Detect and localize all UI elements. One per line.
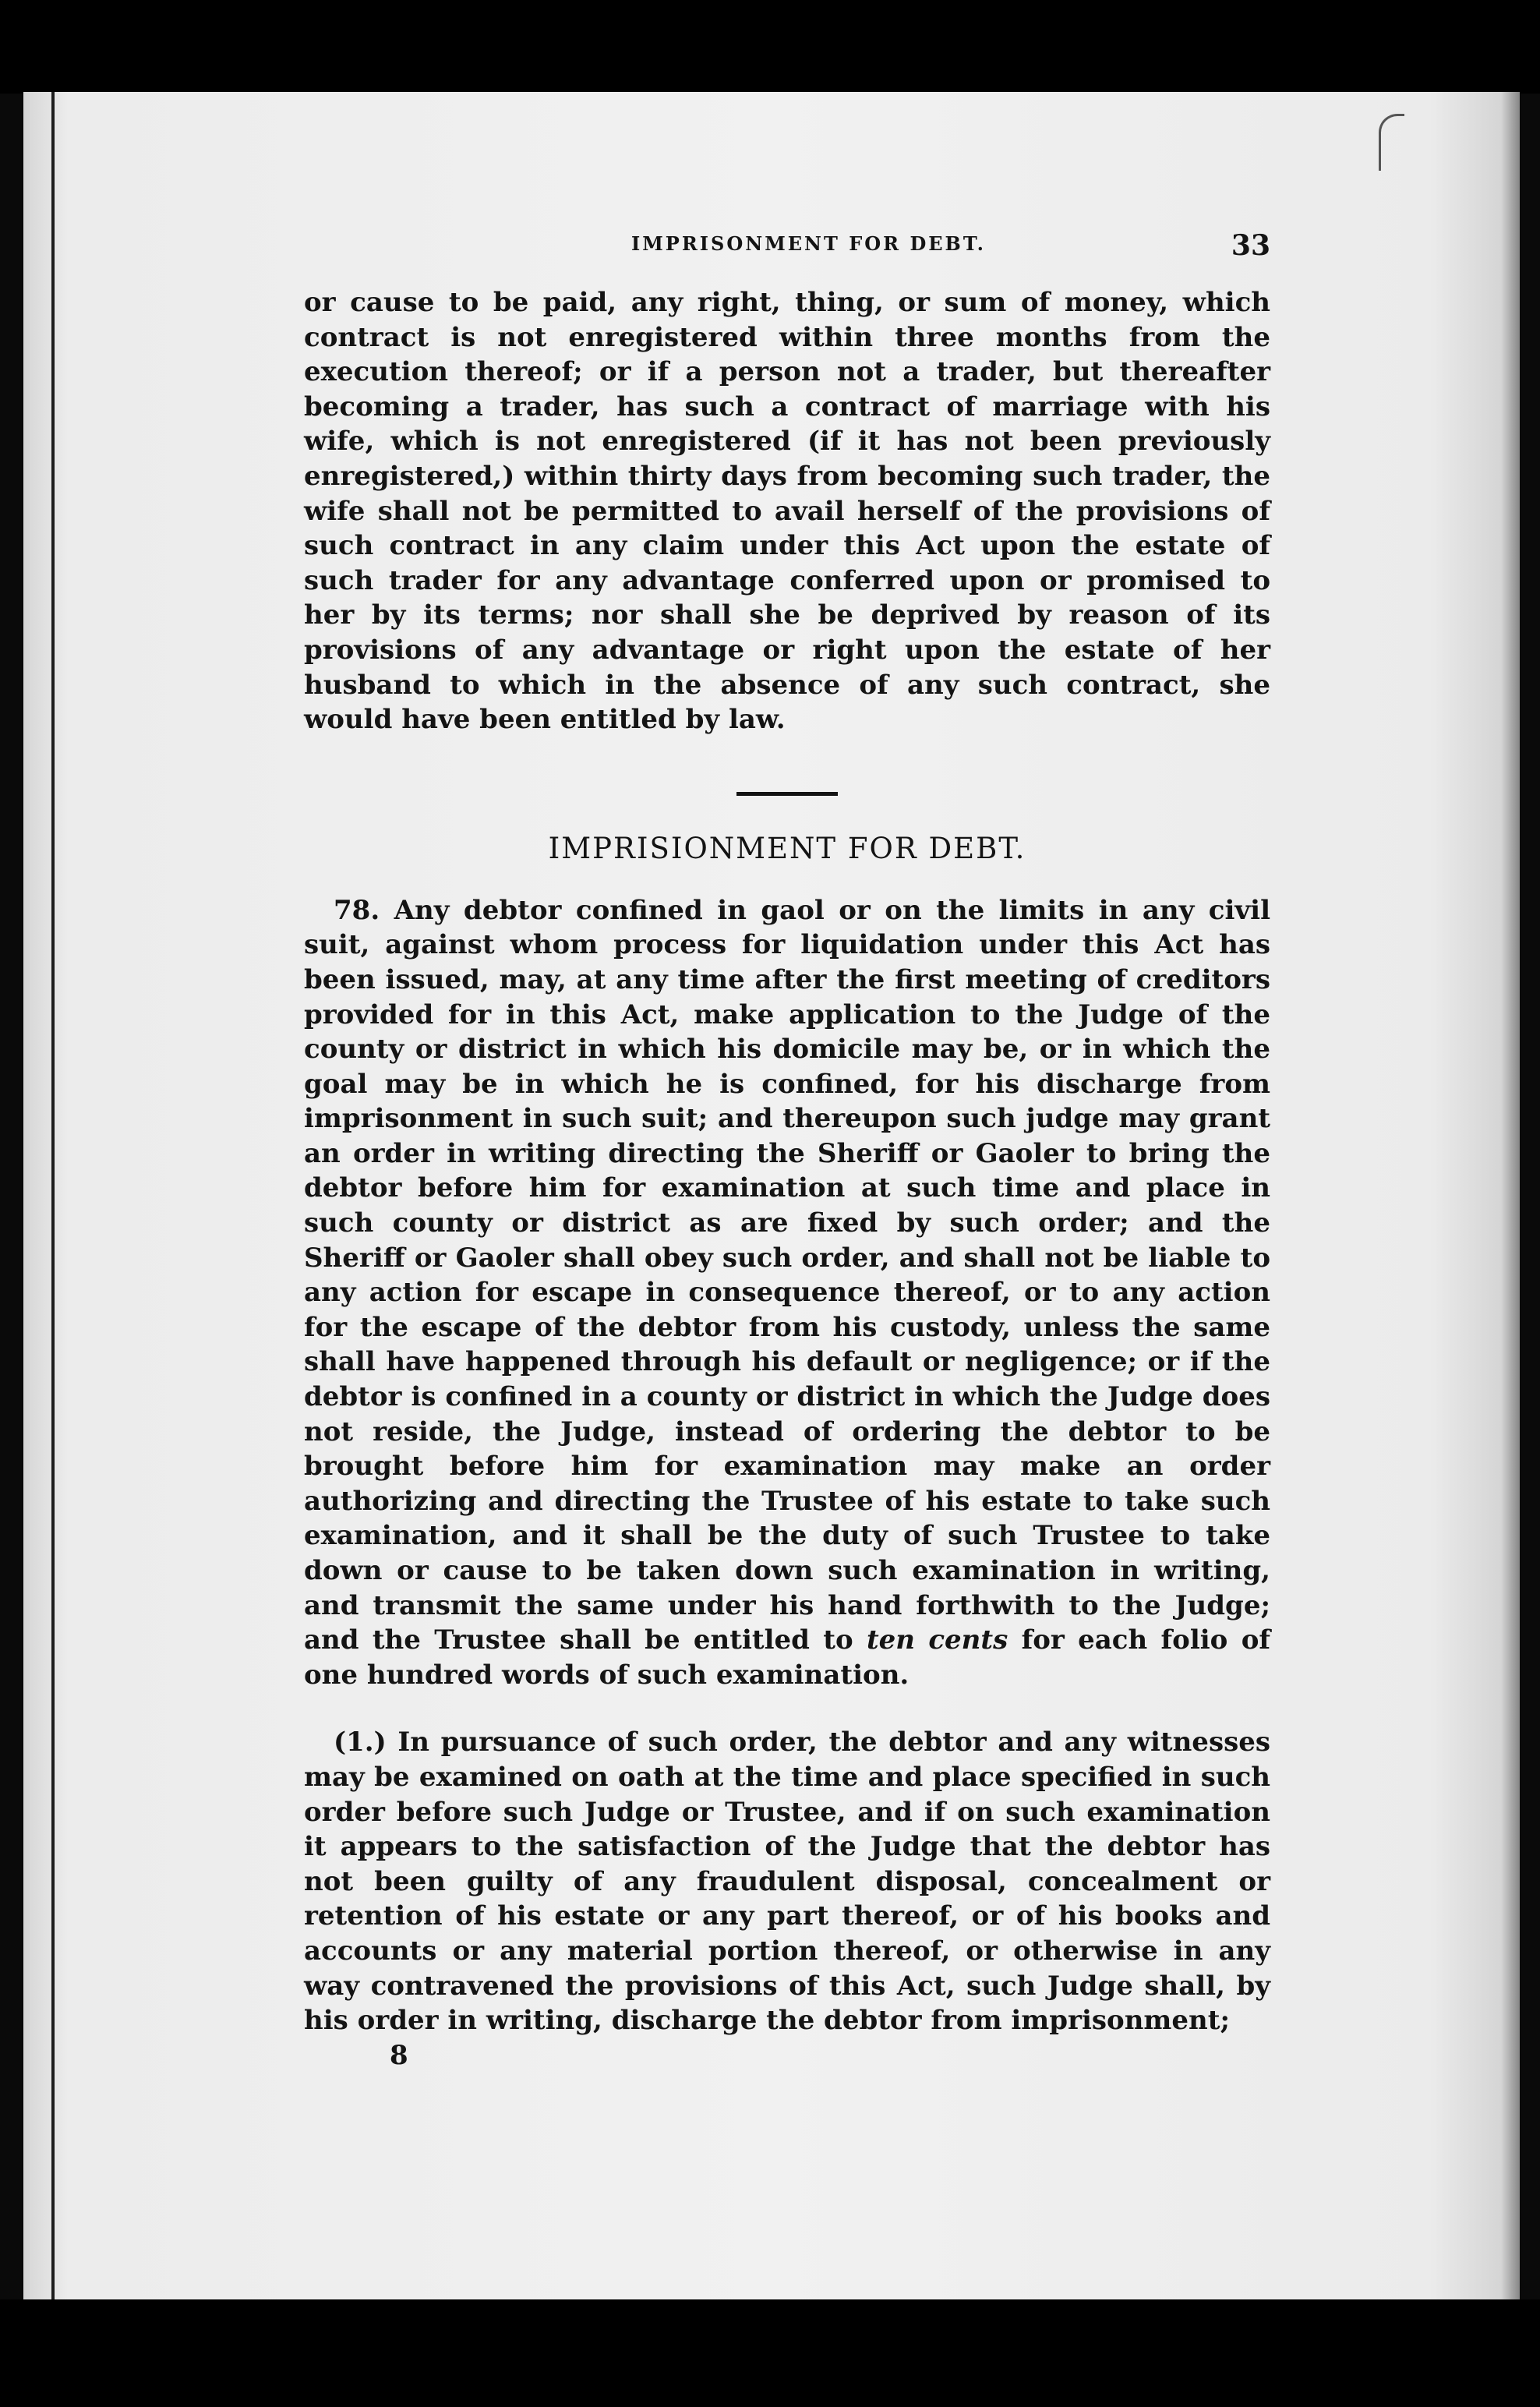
running-title: IMPRISONMENT FOR DEBT. xyxy=(631,232,986,255)
section-78-text: 78. Any debtor confined in gaol or on the limits in any civil suit, against whom process for liquidation under this Act has been issued, may, at any time after the first meeting of creditors provided for in this Act, make application to the Judge of the county or district in which his domicile may be, or in which the goal may be in which he is confined, for his discharge from imprisonment in such suit; and thereupon such judge may grant an order in writing directing the Sheriff or Gaoler to bring the debtor before him for examination at such time and place in such county or district as are fixed by such order; and the Sheriff or Gaoler shall obey such order, and shall not be liable to any action for escape in consequence thereof, or to any action for the escape of the debtor from his custody, unless the same shall have happened through his default or negligence; or if the debtor is confined in a county or district in which the Judge does not reside, the Judge, instead of ordering the debtor to be brought before him for examination may make an order authorizing and directing the Trustee of his estate to take such examination, and it shall be the duty of such Trustee to take down or cause to be taken down such examination in writing, and transmit the same under his hand forthwith to the Judge; and the Trustee shall be entitled to xyxy=(304,894,1270,1656)
section-78-italic: ten cents xyxy=(866,1624,1008,1656)
section-78-paragraph xyxy=(304,893,1270,1693)
page-number: 33 xyxy=(1231,229,1270,262)
signature-mark: 8 xyxy=(390,2039,408,2071)
page-edge-shadow xyxy=(1501,92,1520,2299)
section-78-text-end: for each folio of one hundred words of such examination. xyxy=(304,1624,1270,1691)
gutter-rule xyxy=(51,92,55,2299)
page-corner-fold xyxy=(1379,114,1404,171)
scan-top-border xyxy=(0,0,1540,94)
book-page xyxy=(23,92,1520,2299)
text-column xyxy=(304,229,1270,2071)
scan-bottom-border xyxy=(0,2299,1540,2407)
running-head xyxy=(304,229,1270,279)
continuation-paragraph: or cause to be paid, any right, thing, or sum of money, which contract is not enregistered within three months from the execution thereof; or if a person not a trader, but thereafter becoming a trader, has such a contract of marriage with his wife, which is not enregistered (if it has not been previously enregistered,) within thirty days from becoming such trader, the wife shall not be permitted to avail herself of the provisions of such contract in any claim under this Act upon the estate of such trader for any advantage conferred upon or promised to her by its terms; nor shall she be deprived by reason of its provisions of any advantage or right upon the estate of her husband to which in the absence of any such contract, she would have been entitled by law. xyxy=(304,287,1270,736)
section-heading: IMPRISIONMENT FOR DEBT. xyxy=(548,831,1026,865)
subsection-1-paragraph: (1.) In pursuance of such order, the debtor and any witnesses may be examined on oath at the time and place specified in such order before such Judge or Trustee, and if on such examination it appears to the satisfaction of the Judge that the debtor has not been guilty of any fraudulent disposal, concealment or retention of his estate or any part thereof, or of his books and accounts or any material portion thereof, or otherwise in any way contravened the provisions of this Act, such Judge shall, by his order in writing, discharge the debtor from imprisonment; xyxy=(304,1727,1270,2037)
section-divider-rule xyxy=(736,792,838,796)
